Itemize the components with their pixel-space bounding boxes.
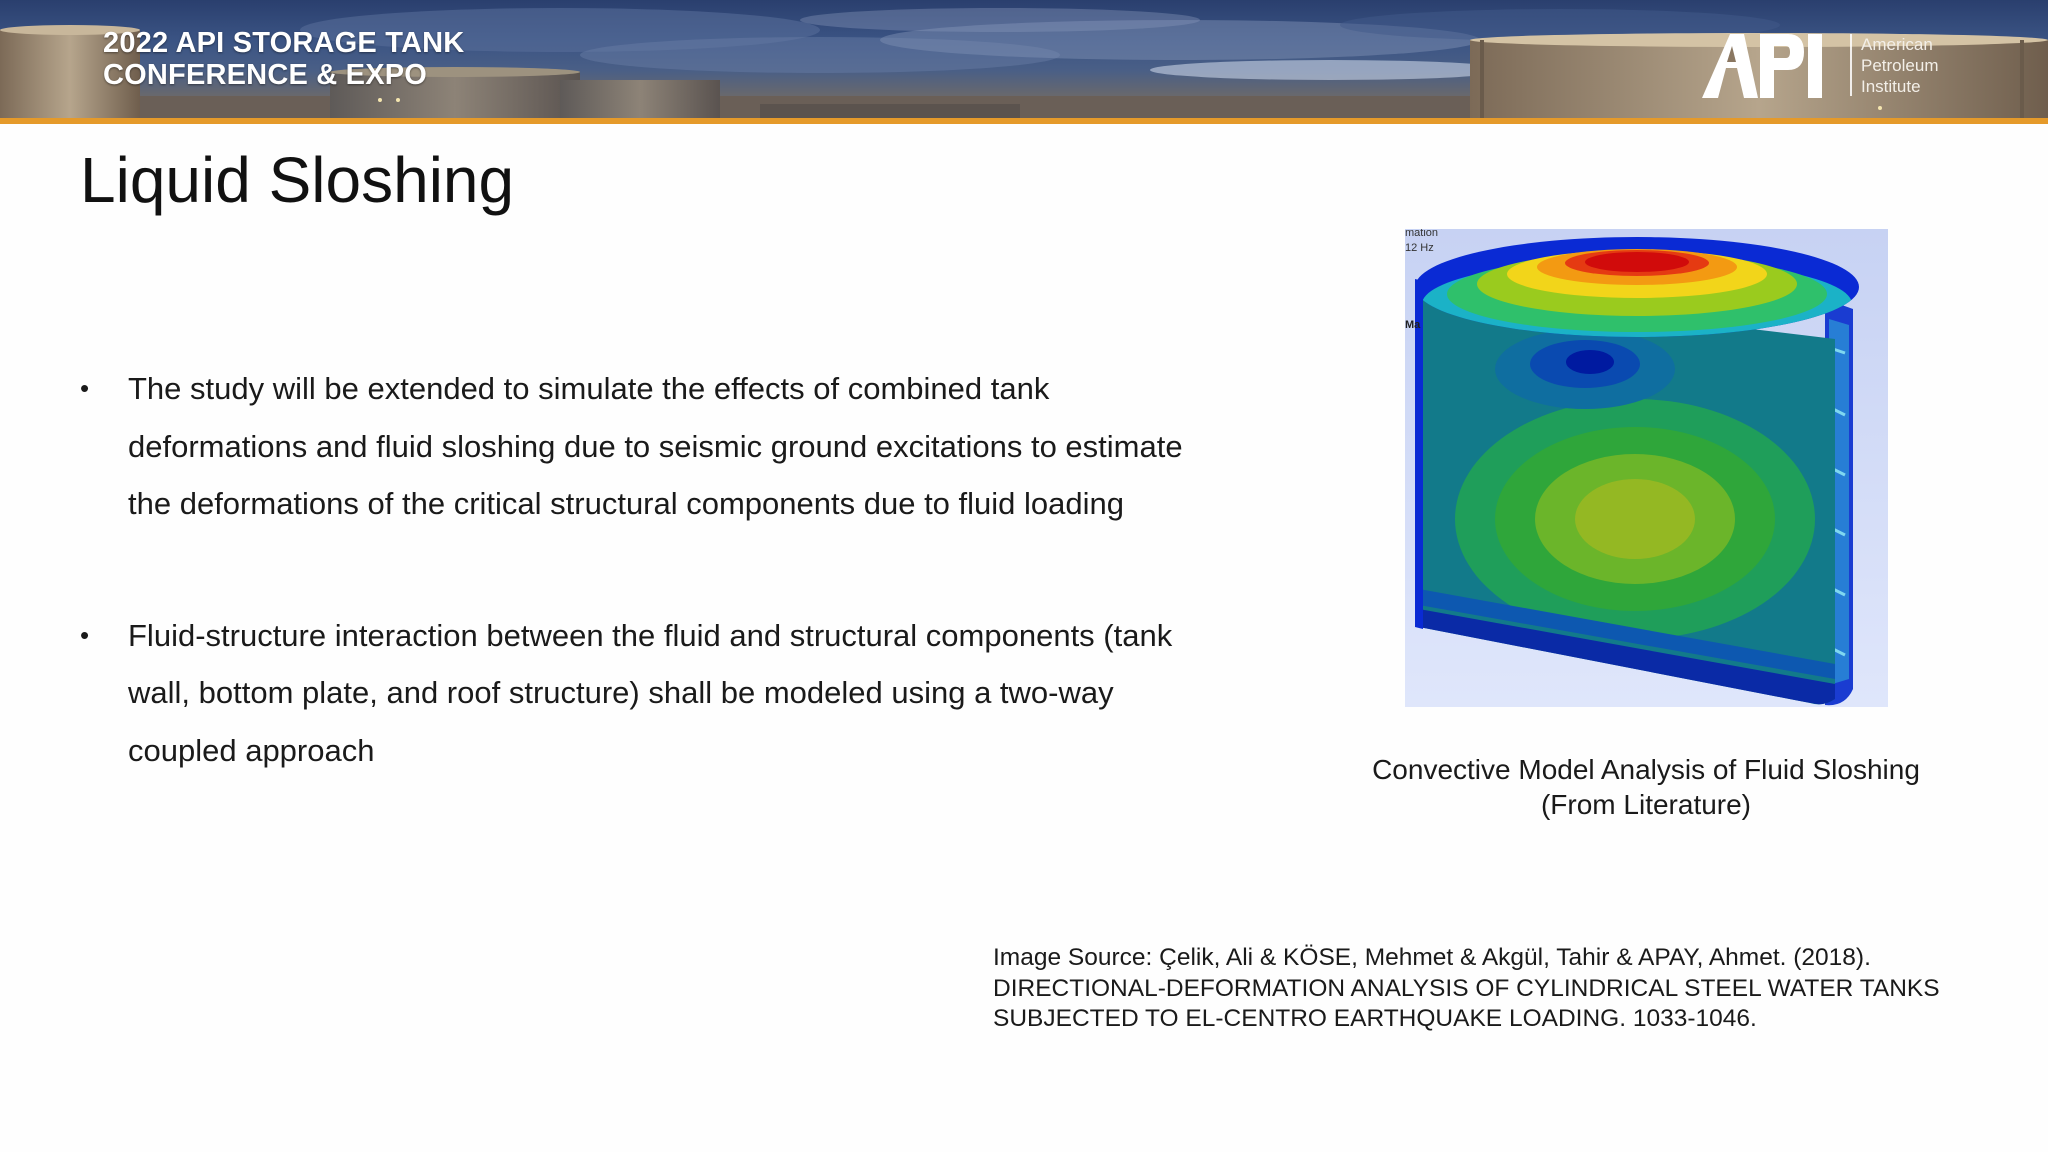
bullet-line: wall, bottom plate, and roof structure) shall be modeled using a two-way	[128, 675, 1114, 710]
slide-title: Liquid Sloshing	[80, 144, 515, 216]
figure-caption-line1: Convective Model Analysis of Fluid Sloshing	[1372, 754, 1920, 785]
logo-text-line1: American	[1861, 35, 1933, 54]
bullet-item	[80, 607, 1320, 780]
image-source-citation	[993, 943, 2033, 1035]
bullet-item	[80, 360, 1320, 533]
citation-line2: DIRECTIONAL-DEFORMATION ANALYSIS OF CYLINDRICAL STEEL WATER TANKS	[993, 974, 1940, 1002]
figure-label-freq: 12 Hz	[1405, 242, 1434, 254]
figure-label-top: mation	[1405, 229, 1439, 239]
bullet-line: the deformations of the critical structural components due to fluid loading	[128, 486, 1124, 521]
figure-caption-line2: (From Literature)	[1540, 789, 1752, 820]
bullet-line: Fluid-structure interaction between the fluid and structural components (tank	[128, 617, 1173, 653]
bullet-marker: •	[80, 619, 90, 650]
logo-text	[1861, 34, 1938, 97]
api-logo-mark-icon	[1700, 28, 1830, 100]
figure-label-max: Ma	[1405, 319, 1421, 331]
logo-text-line3: Institute	[1861, 77, 1921, 96]
conference-title	[103, 27, 464, 91]
bullet-list	[80, 360, 1320, 779]
logo-text-line2: Petroleum	[1861, 56, 1939, 75]
bullet-marker: •	[80, 373, 90, 403]
logo-divider	[1850, 34, 1852, 96]
conference-title-line2: CONFERENCE & EXPO	[103, 59, 428, 91]
api-logo	[1700, 28, 1980, 104]
fea-contour-tank-image	[1405, 229, 1888, 707]
bullet-line: The study will be extended to simulate the effects of combined tank	[128, 371, 1050, 406]
header-banner	[0, 0, 2048, 118]
sloshing-contour-figure	[1405, 229, 1888, 707]
citation-line1: Image Source: Çelik, Ali & KÖSE, Mehmet & Akgül, Tahir & APAY, Ahmet. (2018).	[993, 944, 1871, 971]
bullet-line: deformations and fluid sloshing due to seismic ground excitations to estimate	[128, 428, 1183, 464]
citation-line3: SUBJECTED TO EL-CENTRO EARTHQUAKE LOADING. 1033-1046.	[993, 1005, 1757, 1032]
banner-accent-stripe	[0, 118, 2048, 124]
bullet-line: coupled approach	[128, 732, 375, 768]
figure-caption	[1290, 752, 2002, 822]
conference-title-line1: 2022 API STORAGE TANK	[103, 27, 465, 59]
